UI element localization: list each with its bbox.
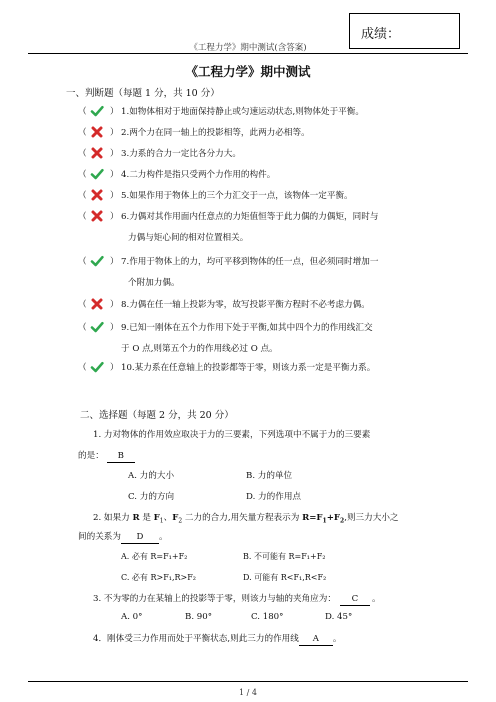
q4-end: 。: [332, 634, 342, 644]
paren-close: ）: [110, 107, 119, 117]
q2-eqs2: 2: [340, 517, 345, 525]
q2-sub1: 1: [159, 517, 164, 525]
q2-mid2: 二力的合力,用矢量方程表示为: [182, 513, 303, 523]
q2-f1: F: [153, 513, 160, 523]
check-icon: [90, 167, 104, 181]
page-title: 《工程力学》期中测试: [185, 64, 311, 79]
tf-text: 2.两个力在同一轴上的投影相等，此两力必相等。: [121, 128, 310, 138]
q2-eqs1: 1: [322, 517, 327, 525]
paren-open: （: [78, 107, 87, 117]
option-d: D. 力的作用点: [246, 492, 302, 502]
check-icon: [90, 360, 104, 374]
option-b: B. 不可能有 R=F₁+F₂: [243, 552, 326, 561]
tf-text: 10.某力系在任意轴上的投影都等于零，则该力系一定是平衡力系。: [121, 363, 376, 373]
paren-close: ）: [110, 170, 119, 180]
paren-open: （: [78, 212, 87, 222]
score-label: 成绩：: [361, 27, 401, 42]
paren-open: （: [78, 323, 87, 333]
option-a: A. 力的大小: [128, 471, 175, 481]
paren-close: ）: [110, 128, 119, 138]
option-b: B. 90°: [185, 612, 213, 622]
tf-text-cont: 于 O 点,则第五个力的作用线必过 O 点。: [121, 344, 278, 354]
question-1-cont: [78, 449, 135, 463]
section-2-heading: 二、选择题（每题 2 分，共 20 分）: [80, 410, 234, 421]
paren-close: ）: [110, 149, 119, 159]
paren-open: （: [78, 128, 87, 138]
tf-text: 7.作用于物体上的力，均可平移到物体的任一点，但必须同时增加一: [121, 257, 379, 267]
q2-eq: R=F: [302, 513, 323, 523]
tf-text: 4.二力构件是指只受两个力作用的构件。: [121, 170, 276, 180]
q2-sub2: 2: [178, 517, 183, 525]
check-icon: [90, 320, 104, 334]
page-header: 《工程力学》期中测试(含答案): [189, 43, 307, 53]
score-box: [349, 13, 460, 49]
q2-end: 。: [158, 532, 168, 542]
paren-close: ）: [110, 212, 119, 222]
q2-prefix: 2. 如果力: [93, 513, 133, 523]
question-3: [93, 592, 381, 606]
question-3-text: 3. 不为零的力在某轴上的投影等于零，则该力与轴的夹角应为：: [93, 594, 336, 604]
option-a: A. 必有 R=F₁+F₂: [121, 552, 188, 561]
tf-text: 5.如果作用于物体上的三个力汇交于一点，该物体一定平衡。: [121, 191, 353, 201]
cross-icon: [90, 146, 104, 160]
check-icon: [90, 104, 104, 118]
option-c: C. 180°: [251, 612, 284, 622]
header-rule: [28, 53, 468, 54]
question-4-text: 4．刚体受三力作用而处于平衡状态,则此三力的作用线: [93, 634, 299, 644]
paren-open: （: [78, 191, 87, 201]
answer-blank: B: [107, 451, 135, 463]
option-c: C. 力的方向: [128, 492, 175, 502]
section-1-heading: 一、判断题（每题 1 分，共 10 分）: [66, 88, 220, 99]
paren-close: ）: [110, 363, 119, 373]
cross-icon: [90, 188, 104, 202]
tf-text-cont: 个附加力偶。: [128, 278, 180, 288]
check-icon: [90, 254, 104, 268]
paren-close: ）: [110, 323, 119, 333]
q2-mid1: 是: [139, 513, 154, 523]
tf-text: 9.已知一刚体在五个力作用下处于平衡,如其中四个力的作用线汇交: [121, 323, 373, 333]
answer-blank: D: [121, 532, 159, 544]
option-d: D. 45°: [325, 612, 353, 622]
paren-close: ）: [110, 257, 119, 267]
paren-close: ）: [110, 191, 119, 201]
question-1: 1. 力对物体的作用效应取决于力的三要素，下列选项中不属于力的三要素: [93, 430, 371, 440]
paren-open: （: [78, 257, 87, 267]
paren-open: （: [78, 149, 87, 159]
option-c: C. 必有 R>F₁,R>F₂: [121, 573, 196, 582]
paren-open: （: [78, 363, 87, 373]
answer-blank: A: [299, 634, 333, 646]
option-a: A. 0°: [121, 612, 143, 622]
footer-rule: [28, 681, 468, 682]
paren-open: （: [78, 300, 87, 310]
q3-end: 。: [371, 594, 381, 604]
option-d: D. 可能有 R<F₁,R<F₂: [243, 573, 327, 582]
q2-tail: ,则三力大小之: [344, 513, 399, 523]
q2-sep: 、: [163, 513, 173, 523]
cross-icon: [90, 297, 104, 311]
q2-r: R: [132, 513, 140, 523]
tf-text: 8.力偶在任一轴上投影为零，故写投影平衡方程时不必考虑力偶。: [121, 300, 370, 310]
question-4: [93, 632, 341, 646]
cross-icon: [90, 209, 104, 223]
page-number: 1 / 4: [239, 688, 257, 697]
cross-icon: [90, 125, 104, 139]
tf-text: 3.力系的合力一定比各分力大。: [121, 149, 241, 159]
question-2-cont: [78, 530, 168, 544]
paren-close: ）: [110, 300, 119, 310]
tf-text: 1.如物体相对于地面保持静止或匀速运动状态,则物体处于平衡。: [121, 107, 364, 117]
option-b: B. 力的单位: [246, 471, 293, 481]
question-2: [93, 511, 399, 525]
answer-blank: C: [340, 594, 370, 606]
paren-open: （: [78, 170, 87, 180]
q2-eqp: +F: [326, 513, 341, 523]
tf-text: 6.力偶对其作用面内任意点的力矩值恒等于此力偶的力偶矩，同时与: [121, 212, 379, 222]
question-2-cont-text: 间的关系为: [78, 532, 121, 542]
question-1-cont-text: 的是：: [78, 451, 104, 461]
tf-text-cont: 力偶与矩心间的相对位置相关。: [128, 233, 249, 243]
q2-f2: F: [172, 513, 179, 523]
